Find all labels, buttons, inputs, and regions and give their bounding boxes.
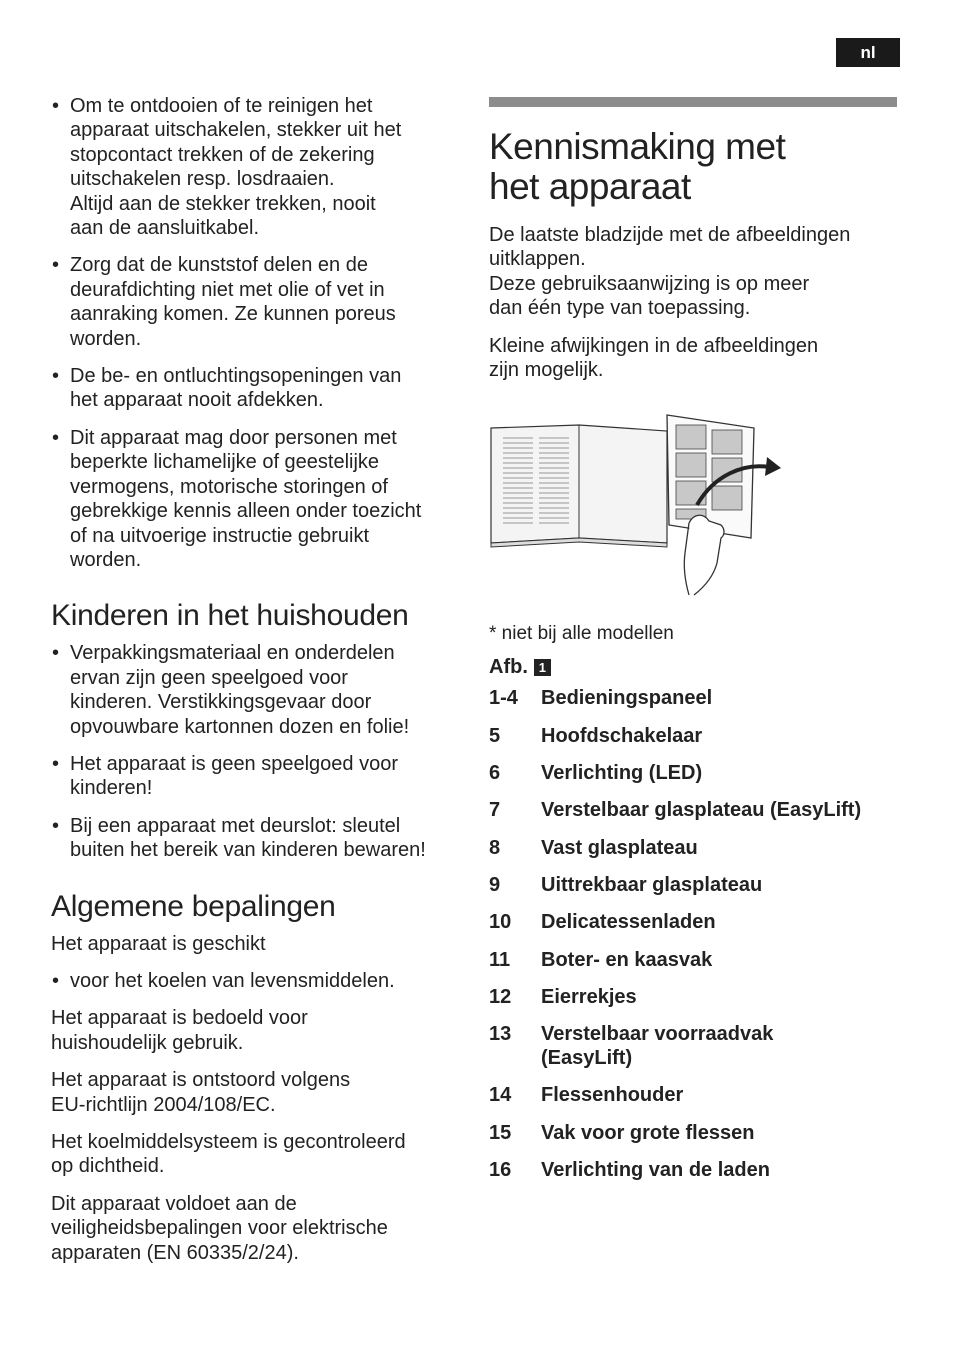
list-item: • Zorg dat de kunststof delen en de deurafdichting niet met olie of vet in aanraking komen. Ze kunnen poreus worden. — [51, 253, 466, 351]
parts-legend — [489, 686, 899, 1182]
general-intro: Het apparaat is geschikt — [51, 932, 266, 955]
legend-item — [489, 948, 899, 972]
page-title: Kennismaking met het apparaat — [489, 126, 786, 207]
foldout-illustration — [489, 413, 789, 603]
section-rule — [489, 97, 897, 107]
legend-text: Bedieningspaneel — [541, 687, 713, 710]
legend-number: 16 — [489, 1159, 512, 1181]
list-item: • Dit apparaat mag door personen met beperkte lichamelijke of geestelijke vermogens, motorische storingen of gebrekkige kennis alleen onder toezicht of na uitvoerige instructie gebruikt worden. — [51, 426, 466, 572]
legend-number: 14 — [489, 1084, 512, 1107]
legend-text: Verstelbaar glasplateau (EasyLift) — [541, 799, 862, 822]
general-heading: Algemene bepalingen — [51, 889, 336, 923]
legend-item — [489, 724, 899, 748]
right-column — [489, 97, 899, 1195]
legend-number: 9 — [489, 873, 501, 896]
legend-number: 8 — [489, 836, 501, 859]
list-item: • De be- en ontluchtingsopeningen van het apparaat nooit afdekken. — [51, 364, 466, 413]
legend-item — [489, 798, 899, 822]
list-item: • Het apparaat is geen speelgoed voor kinderen! — [51, 752, 466, 801]
intro-para: De laatste bladzijde met de afbeeldingen uitklappen. Deze gebruiksaanwijzing is op meer dan één type van toepassing. — [489, 224, 851, 320]
children-heading: Kinderen in het huishouden — [51, 599, 409, 633]
legend-text: Flessenhouder — [541, 1084, 684, 1107]
legend-number: 1-4 — [489, 687, 518, 710]
legend-item — [489, 1083, 899, 1107]
legend-item — [489, 836, 899, 860]
legend-item — [489, 686, 899, 710]
general-para: Dit apparaat voldoet aan de veiligheidsbepalingen voor elektrische apparaten (EN 60335/2/24). — [51, 1192, 388, 1264]
language-tab: nl — [836, 38, 900, 67]
legend-number: 10 — [489, 911, 512, 934]
legend-text: Verlichting (LED) — [541, 762, 703, 785]
legend-text: Hoofdschakelaar — [541, 724, 703, 747]
legend-item — [489, 910, 899, 934]
legend-number: 13 — [489, 1023, 512, 1046]
figure-number-badge: 1 — [534, 659, 551, 676]
safety-bullets — [51, 94, 466, 572]
legend-text: Verstelbaar voorraadvak (EasyLift) — [541, 1023, 774, 1070]
left-column — [51, 94, 466, 1278]
figure-label: Afb. — [489, 656, 528, 679]
general-bullets — [51, 969, 466, 993]
children-bullets — [51, 641, 466, 862]
models-note: * niet bij alle modellen — [489, 623, 674, 645]
legend-text: Uittrekbaar glasplateau — [541, 873, 763, 896]
legend-text: Vak voor grote flessen — [541, 1121, 755, 1144]
general-para: Het apparaat is bedoeld voor huishoudelijk gebruik. — [51, 1007, 308, 1054]
legend-text: Boter- en kaasvak — [541, 948, 713, 971]
figure-reference — [489, 656, 899, 679]
legend-text: Vast glasplateau — [541, 836, 698, 859]
legend-text: Eierrekjes — [541, 985, 637, 1008]
list-item: • Bij een apparaat met deurslot: sleutel buiten het bereik van kinderen bewaren! — [51, 814, 466, 863]
legend-item — [489, 985, 899, 1009]
legend-text: Verlichting van de laden — [541, 1159, 770, 1181]
intro-para: Kleine afwijkingen in de afbeeldingen zijn mogelijk. — [489, 334, 819, 382]
legend-text: Delicatessenladen — [541, 911, 716, 934]
legend-item — [489, 761, 899, 785]
legend-number: 15 — [489, 1121, 512, 1144]
legend-item — [489, 1121, 899, 1145]
legend-item — [489, 1158, 899, 1182]
legend-number: 7 — [489, 799, 501, 822]
legend-number: 12 — [489, 985, 512, 1008]
legend-number: 11 — [489, 948, 511, 971]
list-item: • voor het koelen van levensmiddelen. — [51, 969, 466, 993]
legend-number: 5 — [489, 724, 501, 747]
general-para: Het koelmiddelsysteem is gecontroleerd op dichtheid. — [51, 1131, 406, 1178]
list-item: • Verpakkingsmateriaal en onderdelen ervan zijn geen speelgoed voor kinderen. Verstikkingsgevaar door opvouwbare kartonnen dozen en folie! — [51, 641, 466, 739]
legend-item — [489, 873, 899, 897]
legend-number: 6 — [489, 762, 501, 785]
legend-item — [489, 1022, 899, 1070]
general-para: Het apparaat is ontstoord volgens EU-richtlijn 2004/108/EC. — [51, 1069, 351, 1116]
list-item: • Om te ontdooien of te reinigen het apparaat uitschakelen, stekker uit het stopcontact trekken of de zekering uitschakelen resp. losdraaien. Altijd aan de stekker trekken, nooit aan de aansluitkabel. — [51, 94, 466, 240]
